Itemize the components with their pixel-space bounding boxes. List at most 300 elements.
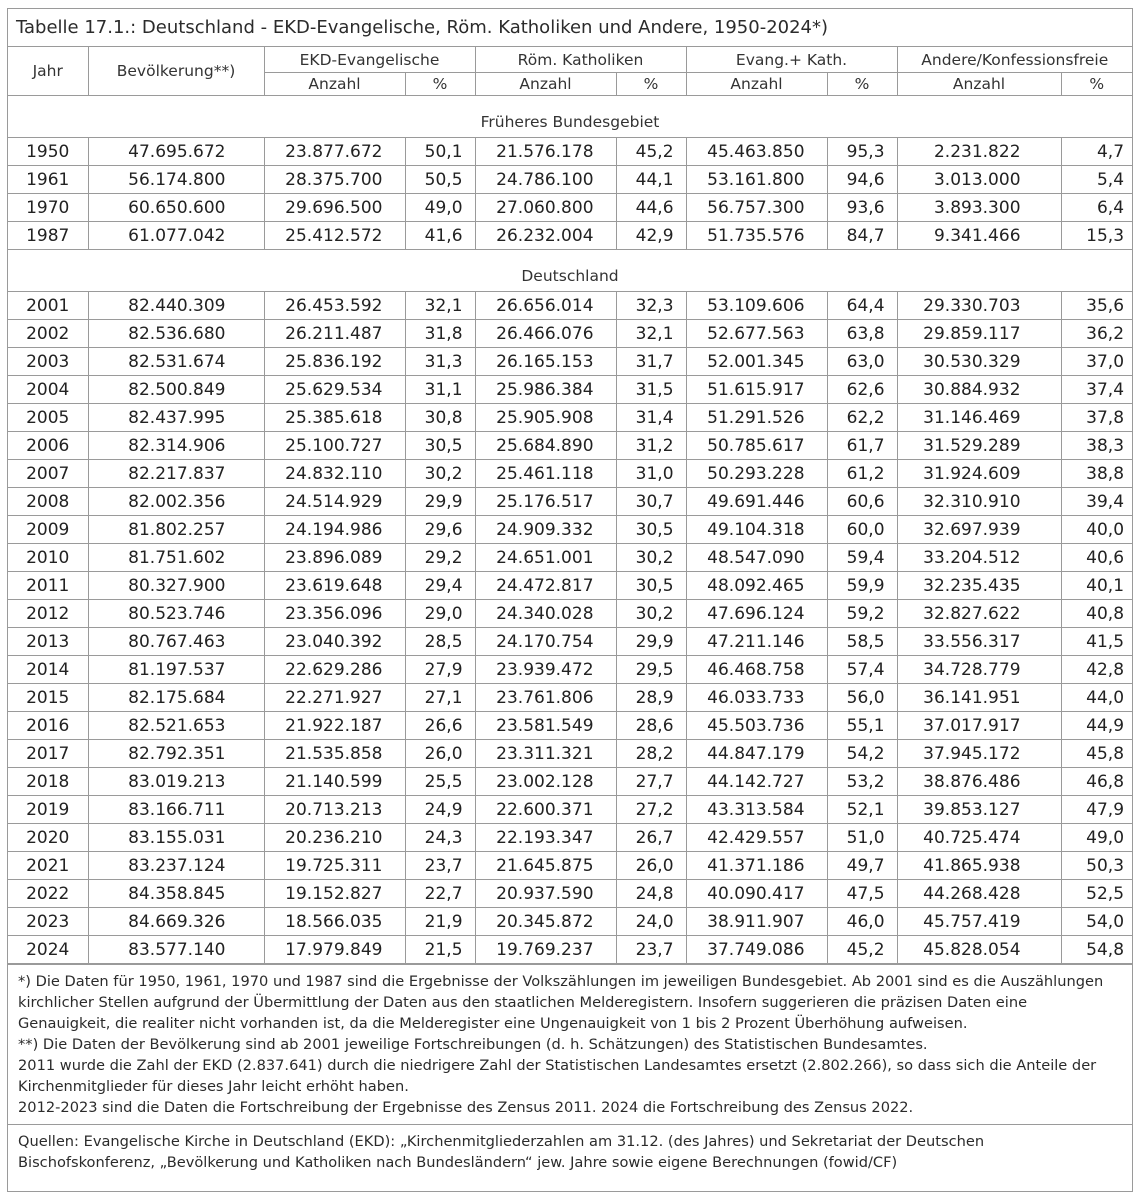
cell-ek-anzahl: 42.429.557 — [686, 824, 827, 852]
cell-ekd-pct: 27,1 — [405, 684, 475, 712]
cell-rk-anzahl: 25.986.384 — [475, 376, 616, 404]
header-rk: Röm. Katholiken — [475, 47, 686, 73]
cell-ekd-anzahl: 20.713.213 — [264, 796, 405, 824]
cell-ek-pct: 45,2 — [827, 936, 897, 964]
table-row — [8, 628, 1132, 656]
cell-bevoelkerung: 82.792.351 — [88, 740, 264, 768]
cell-rk-pct: 44,1 — [616, 166, 686, 194]
cell-rk-anzahl: 21.645.875 — [475, 852, 616, 880]
cell-ekd-pct: 32,1 — [405, 292, 475, 320]
cell-ekd-anzahl: 19.725.311 — [264, 852, 405, 880]
cell-andere-anzahl: 33.204.512 — [897, 544, 1061, 572]
cell-rk-pct: 27,2 — [616, 796, 686, 824]
cell-andere-anzahl: 32.827.622 — [897, 600, 1061, 628]
cell-rk-anzahl: 20.345.872 — [475, 908, 616, 936]
cell-andere-pct: 52,5 — [1061, 880, 1132, 908]
cell-rk-anzahl: 26.232.004 — [475, 222, 616, 250]
cell-andere-pct: 42,8 — [1061, 656, 1132, 684]
cell-rk-pct: 30,2 — [616, 600, 686, 628]
table-row — [8, 376, 1132, 404]
cell-ekd-pct: 49,0 — [405, 194, 475, 222]
cell-ekd-anzahl: 21.922.187 — [264, 712, 405, 740]
cell-ek-pct: 58,5 — [827, 628, 897, 656]
table-row — [8, 768, 1132, 796]
cell-ek-anzahl: 53.109.606 — [686, 292, 827, 320]
cell-jahr: 2017 — [8, 740, 88, 768]
cell-jahr: 1950 — [8, 138, 88, 166]
cell-andere-anzahl: 32.697.939 — [897, 516, 1061, 544]
cell-andere-anzahl: 31.146.469 — [897, 404, 1061, 432]
cell-jahr: 2021 — [8, 852, 88, 880]
cell-ek-anzahl: 50.293.228 — [686, 460, 827, 488]
cell-rk-pct: 24,0 — [616, 908, 686, 936]
cell-rk-anzahl: 23.002.128 — [475, 768, 616, 796]
cell-ek-pct: 84,7 — [827, 222, 897, 250]
cell-ek-pct: 47,5 — [827, 880, 897, 908]
cell-ek-anzahl: 47.696.124 — [686, 600, 827, 628]
cell-jahr: 2013 — [8, 628, 88, 656]
table-row — [8, 292, 1132, 320]
cell-andere-pct: 54,8 — [1061, 936, 1132, 964]
cell-andere-anzahl: 2.231.822 — [897, 138, 1061, 166]
cell-rk-pct: 45,2 — [616, 138, 686, 166]
cell-ekd-anzahl: 21.535.858 — [264, 740, 405, 768]
cell-rk-anzahl: 25.176.517 — [475, 488, 616, 516]
cell-bevoelkerung: 83.577.140 — [88, 936, 264, 964]
cell-rk-anzahl: 25.684.890 — [475, 432, 616, 460]
cell-ek-pct: 59,2 — [827, 600, 897, 628]
cell-andere-pct: 36,2 — [1061, 320, 1132, 348]
cell-jahr: 2022 — [8, 880, 88, 908]
cell-ek-anzahl: 51.615.917 — [686, 376, 827, 404]
cell-andere-pct: 40,8 — [1061, 600, 1132, 628]
cell-rk-pct: 32,1 — [616, 320, 686, 348]
cell-ekd-pct: 29,4 — [405, 572, 475, 600]
cell-ekd-pct: 50,5 — [405, 166, 475, 194]
table-row — [8, 544, 1132, 572]
cell-rk-pct: 31,4 — [616, 404, 686, 432]
cell-ekd-pct: 25,5 — [405, 768, 475, 796]
table-row — [8, 880, 1132, 908]
cell-ek-pct: 51,0 — [827, 824, 897, 852]
cell-rk-pct: 29,5 — [616, 656, 686, 684]
cell-jahr: 2003 — [8, 348, 88, 376]
table-body — [8, 96, 1132, 964]
table-row — [8, 320, 1132, 348]
cell-andere-anzahl: 45.828.054 — [897, 936, 1061, 964]
cell-andere-pct: 39,4 — [1061, 488, 1132, 516]
header-andere-pct: % — [1061, 73, 1132, 96]
cell-ek-pct: 64,4 — [827, 292, 897, 320]
statistics-table — [8, 47, 1132, 964]
cell-andere-anzahl: 32.310.910 — [897, 488, 1061, 516]
cell-andere-pct: 4,7 — [1061, 138, 1132, 166]
cell-ekd-pct: 26,0 — [405, 740, 475, 768]
cell-ek-pct: 52,1 — [827, 796, 897, 824]
cell-ekd-anzahl: 23.619.648 — [264, 572, 405, 600]
cell-rk-pct: 26,7 — [616, 824, 686, 852]
table-row — [8, 516, 1132, 544]
cell-ek-pct: 59,9 — [827, 572, 897, 600]
section-label: Deutschland — [8, 250, 1132, 292]
cell-andere-anzahl: 29.330.703 — [897, 292, 1061, 320]
cell-ek-pct: 61,2 — [827, 460, 897, 488]
cell-rk-pct: 30,7 — [616, 488, 686, 516]
cell-andere-anzahl: 9.341.466 — [897, 222, 1061, 250]
cell-rk-anzahl: 26.656.014 — [475, 292, 616, 320]
cell-andere-pct: 41,5 — [1061, 628, 1132, 656]
cell-andere-anzahl: 38.876.486 — [897, 768, 1061, 796]
table-row — [8, 572, 1132, 600]
cell-jahr: 2004 — [8, 376, 88, 404]
cell-ek-anzahl: 51.291.526 — [686, 404, 827, 432]
cell-andere-pct: 15,3 — [1061, 222, 1132, 250]
cell-andere-anzahl: 33.556.317 — [897, 628, 1061, 656]
cell-ekd-pct: 24,3 — [405, 824, 475, 852]
cell-jahr: 2007 — [8, 460, 88, 488]
cell-andere-pct: 35,6 — [1061, 292, 1132, 320]
cell-andere-anzahl: 3.013.000 — [897, 166, 1061, 194]
cell-bevoelkerung: 82.217.837 — [88, 460, 264, 488]
header-andere: Andere/Konfessionsfreie — [897, 47, 1132, 73]
cell-ek-anzahl: 41.371.186 — [686, 852, 827, 880]
cell-ek-anzahl: 40.090.417 — [686, 880, 827, 908]
cell-andere-pct: 37,4 — [1061, 376, 1132, 404]
cell-bevoelkerung: 61.077.042 — [88, 222, 264, 250]
cell-ekd-anzahl: 23.040.392 — [264, 628, 405, 656]
cell-rk-anzahl: 23.939.472 — [475, 656, 616, 684]
table-row — [8, 600, 1132, 628]
cell-bevoelkerung: 82.314.906 — [88, 432, 264, 460]
cell-ekd-anzahl: 25.385.618 — [264, 404, 405, 432]
cell-jahr: 2002 — [8, 320, 88, 348]
cell-ekd-pct: 22,7 — [405, 880, 475, 908]
cell-ekd-anzahl: 21.140.599 — [264, 768, 405, 796]
header-bevoelkerung: Bevölkerung**) — [88, 47, 264, 96]
cell-ek-anzahl: 45.463.850 — [686, 138, 827, 166]
cell-bevoelkerung: 60.650.600 — [88, 194, 264, 222]
cell-ekd-pct: 29,9 — [405, 488, 475, 516]
cell-ekd-pct: 26,6 — [405, 712, 475, 740]
cell-rk-pct: 26,0 — [616, 852, 686, 880]
cell-andere-anzahl: 37.017.917 — [897, 712, 1061, 740]
cell-ekd-pct: 29,6 — [405, 516, 475, 544]
cell-ek-pct: 62,6 — [827, 376, 897, 404]
cell-jahr: 2010 — [8, 544, 88, 572]
cell-andere-anzahl: 29.859.117 — [897, 320, 1061, 348]
cell-bevoelkerung: 82.175.684 — [88, 684, 264, 712]
cell-andere-pct: 40,1 — [1061, 572, 1132, 600]
header-ek-anzahl: Anzahl — [686, 73, 827, 96]
cell-andere-anzahl: 30.530.329 — [897, 348, 1061, 376]
cell-ek-anzahl: 52.001.345 — [686, 348, 827, 376]
cell-ek-anzahl: 46.033.733 — [686, 684, 827, 712]
cell-bevoelkerung: 82.500.849 — [88, 376, 264, 404]
cell-rk-anzahl: 24.472.817 — [475, 572, 616, 600]
table-row — [8, 138, 1132, 166]
cell-bevoelkerung: 81.751.602 — [88, 544, 264, 572]
table-row — [8, 852, 1132, 880]
cell-ekd-pct: 30,8 — [405, 404, 475, 432]
cell-rk-anzahl: 20.937.590 — [475, 880, 616, 908]
cell-ekd-anzahl: 26.211.487 — [264, 320, 405, 348]
header-rk-pct: % — [616, 73, 686, 96]
cell-bevoelkerung: 82.536.680 — [88, 320, 264, 348]
cell-bevoelkerung: 82.437.995 — [88, 404, 264, 432]
cell-ekd-anzahl: 23.896.089 — [264, 544, 405, 572]
cell-ekd-pct: 30,2 — [405, 460, 475, 488]
cell-ekd-pct: 31,1 — [405, 376, 475, 404]
cell-andere-pct: 40,0 — [1061, 516, 1132, 544]
cell-ekd-anzahl: 23.877.672 — [264, 138, 405, 166]
footnote-4: 2012-2023 sind die Daten die Fortschreibung der Ergebnisse des Zensus 2011. 2024 die Fortschreibung des Zensus 2022. — [18, 1099, 914, 1116]
header-evang-kath: Evang.+ Kath. — [686, 47, 897, 73]
cell-ek-anzahl: 49.104.318 — [686, 516, 827, 544]
cell-ekd-anzahl: 25.100.727 — [264, 432, 405, 460]
cell-ekd-pct: 41,6 — [405, 222, 475, 250]
section-label: Früheres Bundesgebiet — [8, 96, 1132, 138]
cell-ekd-pct: 30,5 — [405, 432, 475, 460]
cell-rk-anzahl: 23.581.549 — [475, 712, 616, 740]
cell-andere-anzahl: 44.268.428 — [897, 880, 1061, 908]
cell-andere-anzahl: 32.235.435 — [897, 572, 1061, 600]
cell-jahr: 2018 — [8, 768, 88, 796]
cell-ek-pct: 63,8 — [827, 320, 897, 348]
cell-jahr: 2012 — [8, 600, 88, 628]
cell-ek-anzahl: 37.749.086 — [686, 936, 827, 964]
cell-ek-anzahl: 38.911.907 — [686, 908, 827, 936]
cell-jahr: 2015 — [8, 684, 88, 712]
cell-rk-pct: 24,8 — [616, 880, 686, 908]
cell-ek-anzahl: 52.677.563 — [686, 320, 827, 348]
cell-jahr: 1970 — [8, 194, 88, 222]
cell-bevoelkerung: 82.531.674 — [88, 348, 264, 376]
cell-ekd-pct: 21,5 — [405, 936, 475, 964]
cell-andere-anzahl: 45.757.419 — [897, 908, 1061, 936]
cell-rk-pct: 31,7 — [616, 348, 686, 376]
cell-ekd-pct: 27,9 — [405, 656, 475, 684]
cell-jahr: 2023 — [8, 908, 88, 936]
cell-andere-anzahl: 41.865.938 — [897, 852, 1061, 880]
header-jahr: Jahr — [8, 47, 88, 96]
cell-bevoelkerung: 84.669.326 — [88, 908, 264, 936]
cell-ek-pct: 60,6 — [827, 488, 897, 516]
cell-ekd-anzahl: 22.271.927 — [264, 684, 405, 712]
cell-rk-pct: 28,9 — [616, 684, 686, 712]
cell-ekd-anzahl: 25.412.572 — [264, 222, 405, 250]
header-ek-pct: % — [827, 73, 897, 96]
cell-ek-anzahl: 48.092.465 — [686, 572, 827, 600]
table-row — [8, 432, 1132, 460]
cell-rk-pct: 42,9 — [616, 222, 686, 250]
cell-rk-anzahl: 27.060.800 — [475, 194, 616, 222]
cell-rk-pct: 32,3 — [616, 292, 686, 320]
cell-ek-anzahl: 43.313.584 — [686, 796, 827, 824]
cell-ek-pct: 46,0 — [827, 908, 897, 936]
cell-rk-pct: 31,2 — [616, 432, 686, 460]
cell-ekd-pct: 21,9 — [405, 908, 475, 936]
cell-ekd-pct: 28,5 — [405, 628, 475, 656]
table-row — [8, 740, 1132, 768]
cell-ek-anzahl: 44.847.179 — [686, 740, 827, 768]
table-row — [8, 656, 1132, 684]
table-row — [8, 460, 1132, 488]
table-row — [8, 796, 1132, 824]
cell-andere-pct: 38,3 — [1061, 432, 1132, 460]
cell-bevoelkerung: 80.767.463 — [88, 628, 264, 656]
cell-ek-anzahl: 50.785.617 — [686, 432, 827, 460]
cell-andere-pct: 38,8 — [1061, 460, 1132, 488]
cell-ekd-anzahl: 25.836.192 — [264, 348, 405, 376]
cell-jahr: 2024 — [8, 936, 88, 964]
cell-ek-anzahl: 47.211.146 — [686, 628, 827, 656]
cell-ekd-anzahl: 19.152.827 — [264, 880, 405, 908]
cell-rk-anzahl: 23.311.321 — [475, 740, 616, 768]
cell-ek-anzahl: 51.735.576 — [686, 222, 827, 250]
cell-rk-pct: 28,2 — [616, 740, 686, 768]
table-row — [8, 908, 1132, 936]
cell-bevoelkerung: 81.802.257 — [88, 516, 264, 544]
cell-andere-pct: 50,3 — [1061, 852, 1132, 880]
section-row — [8, 96, 1132, 138]
cell-rk-pct: 28,6 — [616, 712, 686, 740]
header-ekd-pct: % — [405, 73, 475, 96]
cell-rk-anzahl: 24.651.001 — [475, 544, 616, 572]
cell-andere-anzahl: 34.728.779 — [897, 656, 1061, 684]
cell-rk-pct: 29,9 — [616, 628, 686, 656]
cell-ekd-pct: 31,8 — [405, 320, 475, 348]
cell-andere-anzahl: 3.893.300 — [897, 194, 1061, 222]
cell-ekd-anzahl: 17.979.849 — [264, 936, 405, 964]
cell-ek-pct: 60,0 — [827, 516, 897, 544]
table-row — [8, 936, 1132, 964]
cell-ek-pct: 62,2 — [827, 404, 897, 432]
cell-andere-pct: 47,9 — [1061, 796, 1132, 824]
cell-ek-anzahl: 49.691.446 — [686, 488, 827, 516]
cell-jahr: 2019 — [8, 796, 88, 824]
cell-andere-pct: 6,4 — [1061, 194, 1132, 222]
cell-ekd-anzahl: 24.194.986 — [264, 516, 405, 544]
cell-ek-pct: 93,6 — [827, 194, 897, 222]
cell-jahr: 2008 — [8, 488, 88, 516]
cell-bevoelkerung: 83.237.124 — [88, 852, 264, 880]
cell-andere-anzahl: 40.725.474 — [897, 824, 1061, 852]
footnote-1: *) Die Daten für 1950, 1961, 1970 und 1987 sind die Ergebnisse der Volkszählungen im jeweiligen Bundesgebiet. Ab 2001 sind es die Auszählungen kirchlicher Stellen aufgrund der Übermittlung der Daten aus den staatlichen Melderegistern. Insofern suggerieren die präzisen Daten eine Genauigkeit, die realiter nicht vorhanden ist, da die Melderegister eine Ungenauigkeit von 1 bis 2 Prozent Überhöhung aufweisen. — [18, 973, 1104, 1032]
cell-andere-anzahl: 31.924.609 — [897, 460, 1061, 488]
table-row — [8, 712, 1132, 740]
cell-ek-pct: 54,2 — [827, 740, 897, 768]
cell-bevoelkerung: 80.523.746 — [88, 600, 264, 628]
cell-ek-pct: 95,3 — [827, 138, 897, 166]
table-row — [8, 684, 1132, 712]
cell-bevoelkerung: 80.327.900 — [88, 572, 264, 600]
cell-rk-pct: 31,5 — [616, 376, 686, 404]
header-ekd: EKD-Evangelische — [264, 47, 475, 73]
cell-rk-anzahl: 24.786.100 — [475, 166, 616, 194]
cell-ek-anzahl: 46.468.758 — [686, 656, 827, 684]
cell-andere-pct: 44,0 — [1061, 684, 1132, 712]
cell-ekd-anzahl: 22.629.286 — [264, 656, 405, 684]
table-row — [8, 222, 1132, 250]
cell-rk-anzahl: 24.170.754 — [475, 628, 616, 656]
cell-rk-anzahl: 22.600.371 — [475, 796, 616, 824]
cell-ekd-anzahl: 28.375.700 — [264, 166, 405, 194]
cell-bevoelkerung: 83.019.213 — [88, 768, 264, 796]
cell-jahr: 2005 — [8, 404, 88, 432]
cell-rk-pct: 30,2 — [616, 544, 686, 572]
cell-bevoelkerung: 82.002.356 — [88, 488, 264, 516]
cell-andere-pct: 37,0 — [1061, 348, 1132, 376]
cell-andere-pct: 5,4 — [1061, 166, 1132, 194]
cell-ek-pct: 55,1 — [827, 712, 897, 740]
cell-rk-anzahl: 22.193.347 — [475, 824, 616, 852]
sources-note: Quellen: Evangelische Kirche in Deutschland (EKD): „Kirchenmitgliederzahlen am 31.12. (des Jahres) und Sekretariat der Deutschen Bischofskonferenz, „Bevölkerung und Katholiken nach Bundesländern“ jew. Jahre sowie eigene Berechnungen (fowid/CF) — [8, 1124, 1132, 1173]
cell-bevoelkerung: 83.155.031 — [88, 824, 264, 852]
header-ekd-anzahl: Anzahl — [264, 73, 405, 96]
cell-bevoelkerung: 56.174.800 — [88, 166, 264, 194]
table-document — [7, 8, 1133, 1192]
cell-rk-pct: 44,6 — [616, 194, 686, 222]
cell-ekd-anzahl: 25.629.534 — [264, 376, 405, 404]
cell-ek-pct: 59,4 — [827, 544, 897, 572]
cell-rk-anzahl: 26.165.153 — [475, 348, 616, 376]
cell-ek-anzahl: 53.161.800 — [686, 166, 827, 194]
footnotes — [8, 964, 1132, 1118]
cell-ek-pct: 53,2 — [827, 768, 897, 796]
cell-rk-pct: 30,5 — [616, 516, 686, 544]
cell-ekd-anzahl: 18.566.035 — [264, 908, 405, 936]
cell-rk-anzahl: 24.340.028 — [475, 600, 616, 628]
cell-ek-pct: 94,6 — [827, 166, 897, 194]
cell-ek-pct: 61,7 — [827, 432, 897, 460]
cell-rk-anzahl: 26.466.076 — [475, 320, 616, 348]
section-row — [8, 250, 1132, 292]
cell-jahr: 2001 — [8, 292, 88, 320]
cell-rk-anzahl: 25.461.118 — [475, 460, 616, 488]
cell-bevoelkerung: 82.440.309 — [88, 292, 264, 320]
cell-rk-anzahl: 25.905.908 — [475, 404, 616, 432]
cell-andere-anzahl: 36.141.951 — [897, 684, 1061, 712]
cell-bevoelkerung: 82.521.653 — [88, 712, 264, 740]
table-title: Tabelle 17.1.: Deutschland - EKD-Evangelische, Röm. Katholiken und Andere, 1950-2024*) — [8, 9, 1132, 47]
cell-jahr: 2011 — [8, 572, 88, 600]
cell-ek-anzahl: 45.503.736 — [686, 712, 827, 740]
cell-ek-pct: 56,0 — [827, 684, 897, 712]
footnote-3: 2011 wurde die Zahl der EKD (2.837.641) durch die niedrigere Zahl der Statistischen Landesamtes ersetzt (2.802.266), so dass sich die Anteile der Kirchenmitglieder für dieses Jahr leicht erhöht haben. — [18, 1057, 1097, 1095]
header-rk-anzahl: Anzahl — [475, 73, 616, 96]
cell-rk-anzahl: 24.909.332 — [475, 516, 616, 544]
cell-jahr: 2014 — [8, 656, 88, 684]
cell-andere-pct: 49,0 — [1061, 824, 1132, 852]
table-row — [8, 166, 1132, 194]
cell-ekd-anzahl: 29.696.500 — [264, 194, 405, 222]
table-row — [8, 488, 1132, 516]
cell-ekd-pct: 23,7 — [405, 852, 475, 880]
cell-ekd-anzahl: 23.356.096 — [264, 600, 405, 628]
cell-bevoelkerung: 81.197.537 — [88, 656, 264, 684]
cell-rk-pct: 23,7 — [616, 936, 686, 964]
cell-bevoelkerung: 83.166.711 — [88, 796, 264, 824]
cell-ek-pct: 49,7 — [827, 852, 897, 880]
cell-andere-pct: 44,9 — [1061, 712, 1132, 740]
cell-bevoelkerung: 84.358.845 — [88, 880, 264, 908]
cell-ekd-pct: 29,2 — [405, 544, 475, 572]
cell-jahr: 1987 — [8, 222, 88, 250]
cell-ek-anzahl: 48.547.090 — [686, 544, 827, 572]
cell-andere-pct: 37,8 — [1061, 404, 1132, 432]
cell-jahr: 1961 — [8, 166, 88, 194]
cell-ek-anzahl: 44.142.727 — [686, 768, 827, 796]
